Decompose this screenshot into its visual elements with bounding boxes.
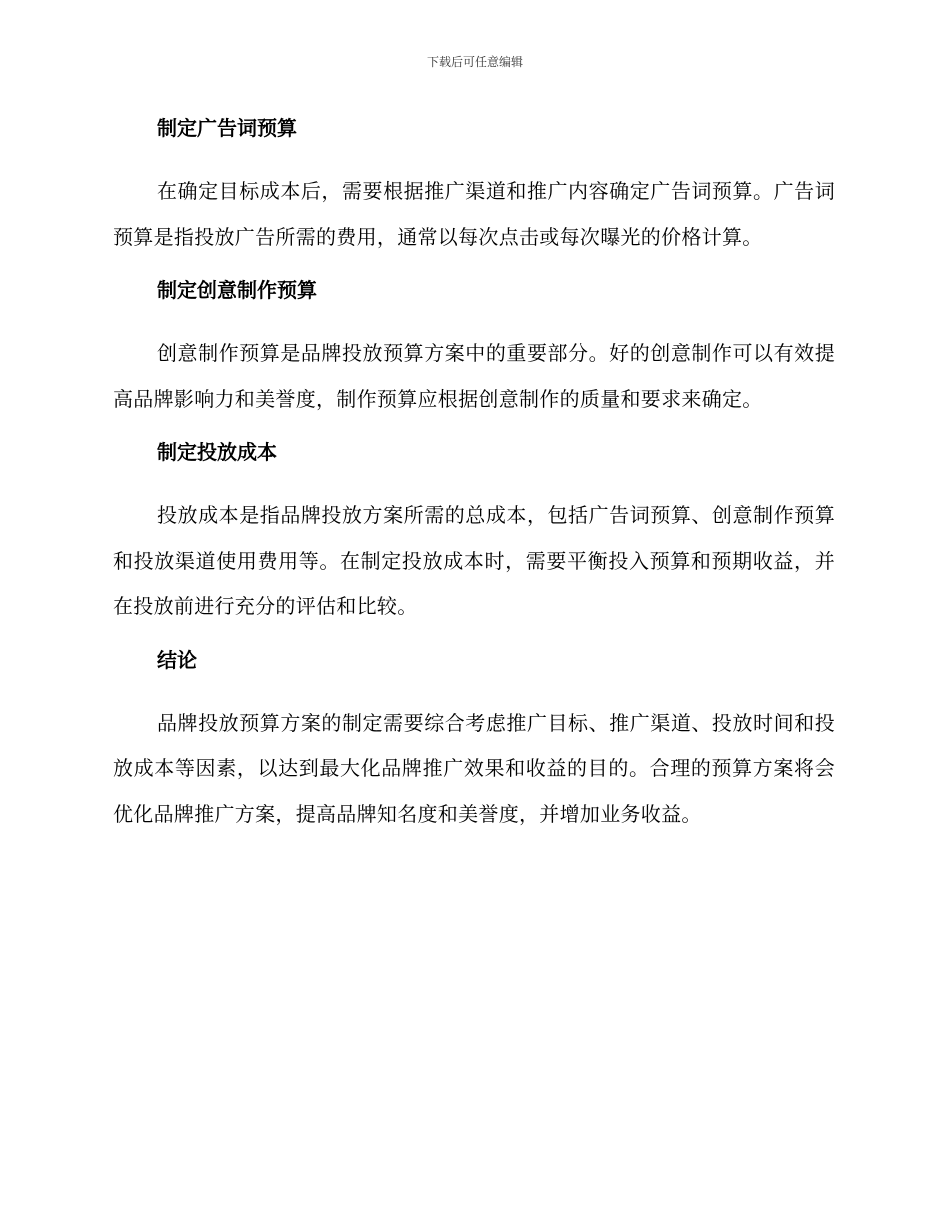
section-creative-budget (113, 275, 835, 422)
section-conclusion (113, 645, 835, 838)
section-body: 创意制作预算是品牌投放预算方案中的重要部分。好的创意制作可以有效提高品牌影响力和美誉度，制作预算应根据创意制作的质量和要求来确定。 (113, 341, 835, 411)
section-heading: 制定广告词预算 (157, 116, 297, 140)
section-ad-budget (113, 113, 835, 260)
section-heading: 结论 (157, 647, 197, 672)
header-note: 下载后可任意编辑 (426, 55, 523, 69)
section-body: 在确定目标成本后，需要根据推广渠道和推广内容确定广告词预算。广告词预算是指投放广告所需的费用，通常以每次点击或每次曝光的价格计算。 (113, 179, 835, 249)
document-content (113, 113, 835, 852)
section-heading: 制定创意制作预算 (157, 278, 317, 302)
section-body: 投放成本是指品牌投放方案所需的总成本，包括广告词预算、创意制作预算和投放渠道使用费用等。在制定投放成本时，需要平衡投入预算和预期收益，并在投放前进行充分的评估和比较。 (113, 503, 835, 618)
section-heading: 制定投放成本 (157, 440, 277, 464)
section-delivery-cost (113, 437, 835, 630)
section-body: 品牌投放预算方案的制定需要综合考虑推广目标、推广渠道、投放时间和投放成本等因素，以达到最大化品牌推广效果和收益的目的。合理的预算方案将会优化品牌推广方案，提高品牌知名度和美誉度，并增加业务收益。 (113, 710, 835, 826)
